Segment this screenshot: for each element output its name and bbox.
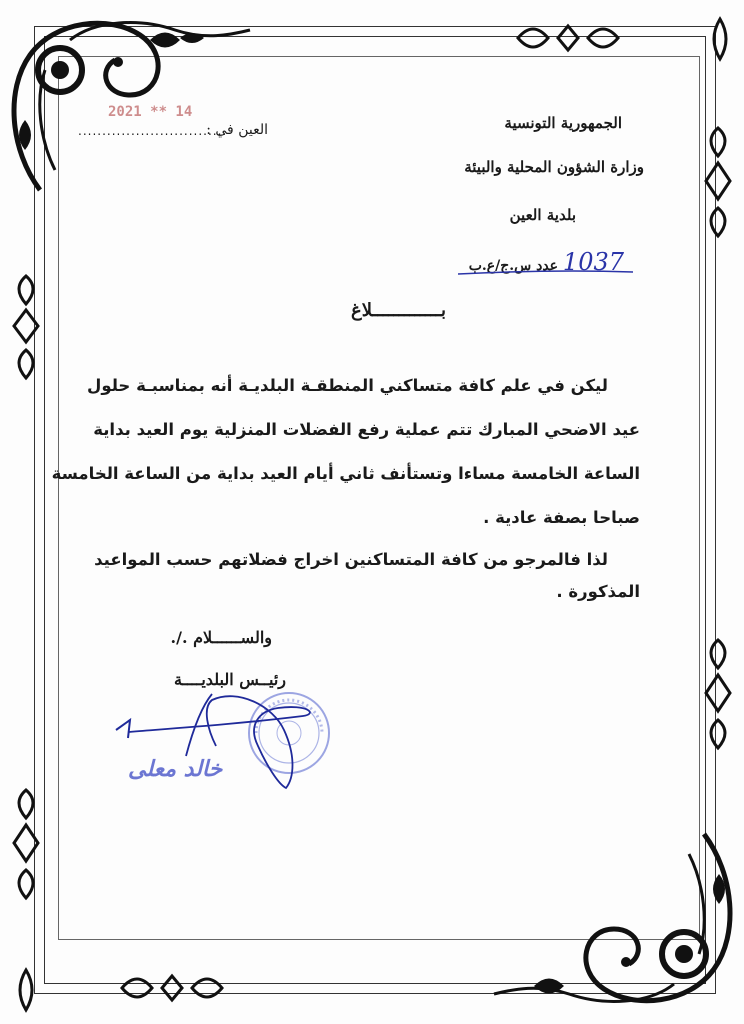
corner-swirl-bottom-right: [484, 814, 744, 1024]
request-line-2: المذكورة .: [556, 582, 640, 601]
signatory-title: رئيــس البلديــــة: [174, 670, 286, 689]
ornament-left-upper: [6, 268, 46, 388]
reference-underline: [458, 268, 638, 278]
body-line-4: صباحا بصفة عادية .: [483, 508, 640, 527]
ornament-right-upper: [698, 118, 738, 248]
request-line-1: لذا فالمرجو من كافة المتساكنين اخراج فضلاتهم حسب المواعيد: [94, 550, 608, 569]
ornament-bottom-left-tip: [6, 960, 46, 1020]
body-line-1: ليكن في علم كافة متساكني المنطقـة البلديـة أنه بمناسبـة حلول: [87, 376, 608, 395]
ornament-left-lower: [6, 780, 46, 910]
body-line-3: الساعة الخامسة مساءا وتستأنف ثاني أيام العيد بداية من الساعة الخامسة: [51, 464, 640, 483]
document-title: بـــــــــــــلاغ: [350, 300, 446, 321]
ornament-right-lower: [698, 630, 738, 760]
body-line-2: عيد الاضحي المبارك تتم عملية رفع الفضلات المنزلية يوم العيد بداية: [93, 420, 640, 439]
ornament-top-right-tip: [700, 14, 740, 74]
ornament-bottom-left: [112, 968, 232, 1008]
ministry-heading: وزارة الشؤون المحلية والبيئة: [464, 158, 644, 176]
reference-number: 1037: [562, 248, 624, 276]
reference-prefix: عدد س.ج/ع.ب: [468, 258, 559, 274]
salutation: والســــــلام ./.: [170, 628, 272, 647]
date-stamp: 2021 ** 14: [108, 104, 193, 120]
republic-heading: الجمهورية التونسية: [504, 114, 622, 132]
ornament-top-center: [508, 18, 628, 58]
municipality-heading: بلدية العين: [509, 206, 576, 224]
signature-name-stamp: خالد معلى: [128, 756, 223, 782]
place-date-dots: ...............................: [78, 124, 228, 138]
place-date-label: العين في :: [206, 122, 268, 138]
